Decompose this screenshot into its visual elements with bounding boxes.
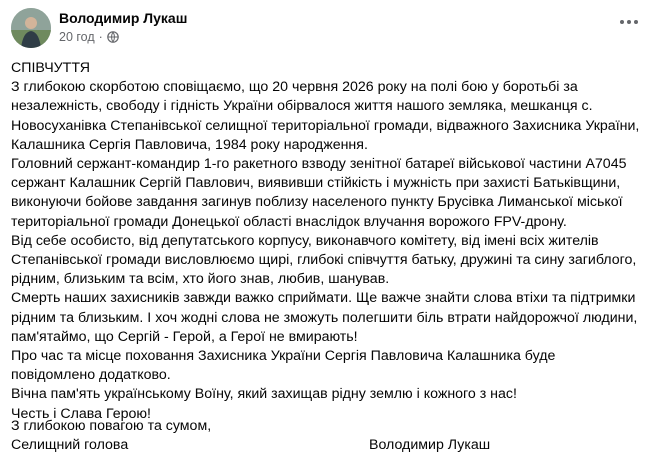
post-header xyxy=(11,8,651,48)
signature-block xyxy=(11,417,643,455)
paragraph: З глибокою скорботою сповіщаємо, що 20 червня 2026 року на полі бою у боротьбі за незалежність, свободу і гідність України обірвалося життя нашого земляка, мешканця с. Новосуханівка Степанівської селищної територіальної громади, відважного Захисника України, Калашника Сергія Павловича, 1984 року народження. xyxy=(11,79,640,153)
avatar[interactable] xyxy=(11,8,51,48)
meta-separator: · xyxy=(98,30,103,44)
post-meta xyxy=(59,29,119,45)
paragraph: Честь і Слава Герою! xyxy=(11,405,151,422)
paragraph: Головний сержант-командир 1-го ракетного взводу зенітної батареї військової частини А7045 сержант Калашник Сергій Павлович, виявивши стійкість і мужність при захисті Батьківщини, виконуючи бойове завдання загинув поблизу населеного пункту Брусівка Лиманської міської територіальної громади Донецької області внаслідок влучання ворожого FPV-дрону. xyxy=(11,156,627,230)
paragraph: Про час та місце поховання Захисника України Сергія Павловича Калашника буде повідомлено додатково. xyxy=(11,348,556,384)
more-dots-icon[interactable] xyxy=(617,12,641,32)
post-body xyxy=(11,59,643,424)
paragraph: Смерть наших захисників завжди важко сприймати. Ще важче знайти слова втіхи та підтримки рідним та близьким. І хоч жодні слова не зможуть полегшити біль втрати найдорожчої людини, пам'ятаймо, що Сергій - Герой, а Герої не вмирають! xyxy=(11,290,638,345)
paragraph: Вічна пам'ять українському Воїну, який захищав рідну землю і кожного з нас! xyxy=(11,386,517,403)
author-name[interactable]: Володимир Лукаш xyxy=(59,10,188,26)
post-time[interactable]: 20 год xyxy=(59,30,95,44)
globe-icon xyxy=(107,31,119,43)
avatar-image xyxy=(11,8,51,48)
signature-closing: З глибокою повагою та сумом, xyxy=(11,418,212,434)
paragraph: Від себе особисто, від депутатського корпусу, виконавчого комітету, від імені всіх жителів Степанівської громади висловлюємо щирі, глибокі співчуття батьку, дружині та сину загиблого, рідним, близьким та всім, хто його знав, любив, шанував. xyxy=(11,232,637,288)
post-title: СПІВЧУТТЯ xyxy=(11,60,90,76)
signature-position: Селищний голова xyxy=(11,437,129,454)
signature-name: Володимир Лукаш xyxy=(369,437,491,454)
